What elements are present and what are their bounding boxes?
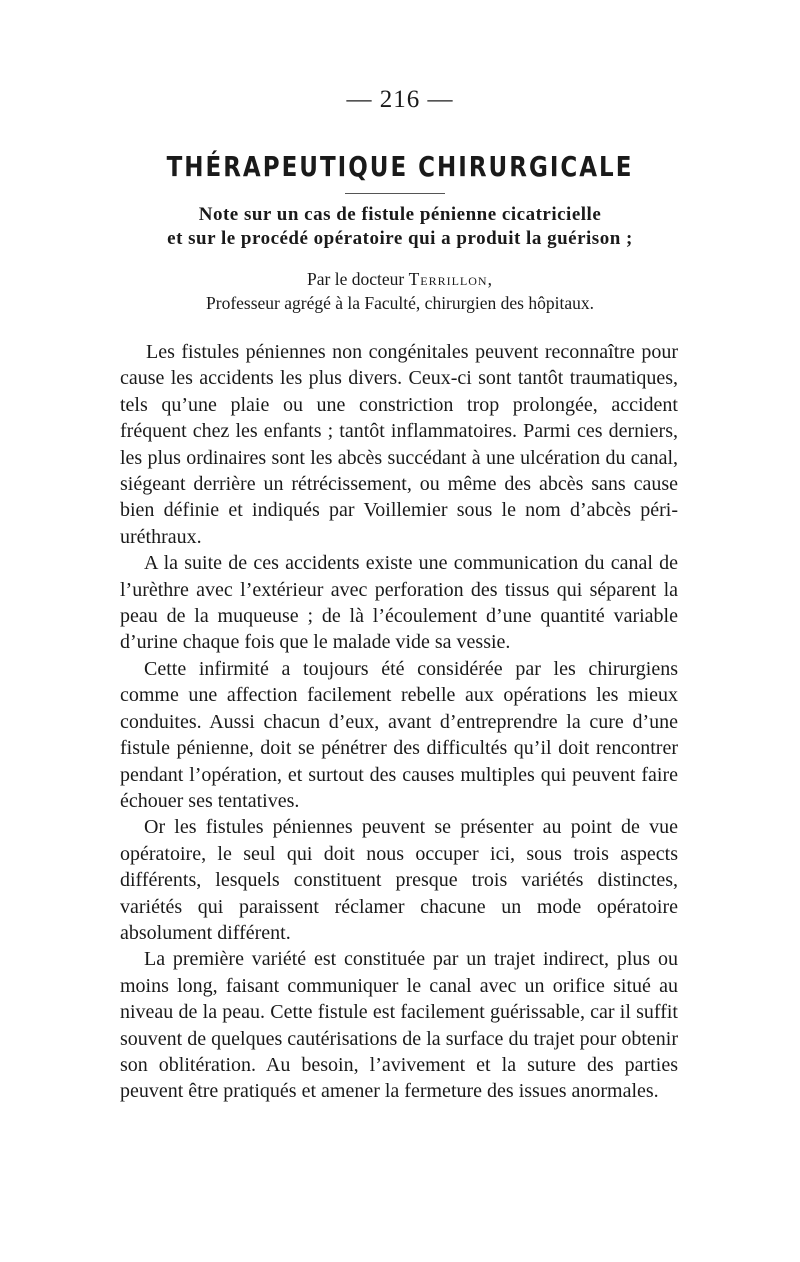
article-title-line-1: Note sur un cas de fistule pénienne cicatricielle (198, 204, 602, 225)
paragraph: Cette infirmité a toujours été considérée par les chirurgiens comme une affection facilement rebelle aux opérations les mieux conduites. Aussi chacun d’eux, avant d’entreprendre la cure d’une fistule pénienne, doit se pénétrer des difficultés qu’il doit rencontrer pendant l’opération, et surtout des causes multiples qui peuvent faire échouer ses tentatives. (120, 657, 678, 812)
paragraph: Or les fistules péniennes peuvent se présenter au point de vue opératoire, le seul qui doit nous occuper ici, sous trois aspects différents, lesquels constituent presque trois variétés distinctes, variétés qui paraissent réclamer chacune un mode opératoire absolument différent. (120, 816, 678, 944)
author-position: Professeur agrégé à la Faculté, chirurgien des hôpitaux. (206, 293, 594, 313)
author-block (100, 267, 700, 315)
article-title (100, 203, 700, 251)
paragraph: A la suite de ces accidents existe une communication du canal de l’urèthre avec l’extérieur avec perforation des tissus qui séparent la peau de la muqueuse ; de là l’écoulement d’une quantité variable d’urine chaque fois que le malade vide sa vessie. (120, 552, 678, 654)
author-line (100, 267, 700, 291)
article-title-line-2: et sur le procédé opératoire qui a produit la guérison ; (167, 228, 633, 249)
author-prefix: Par le docteur (307, 269, 409, 289)
author-name: Terrillon, (408, 269, 493, 289)
paragraph: La première variété est constituée par un trajet indirect, plus ou moins long, faisant communiquer le canal avec un orifice situé au niveau de la peau. Cette fistule est facilement guérissable, car il suffit souvent de quelques cautérisations de la surface du trajet pour obtenir son oblitération. Au besoin, l’avivement et la suture des parties peuvent être pratiqués et amener la fermeture des issues anormales. (120, 948, 678, 1103)
section-title: THÉRAPEUTIQUE CHIRURGICALE (166, 152, 634, 184)
paragraph: Les fistules péniennes non congénitales peuvent reconnaître pour cause les accidents les plus divers. Ceux-ci sont tantôt traumatiques, tels qu’une plaie ou une constriction trop prolongée, accident fréquent chez les enfants ; tantôt inflammatoires. Parmi ces derniers, les plus ordinaires sont les abcès succédant à une ulcération du canal, siégeant derrière un rétrécissement, ou même des abcès sans cause bien définie et indiqués par Voillemier sous le nom d’abcès péri-uréthraux. (120, 341, 678, 548)
title-divider (345, 193, 445, 194)
article-body (120, 339, 678, 1105)
page-number: — 216 — (346, 86, 454, 113)
